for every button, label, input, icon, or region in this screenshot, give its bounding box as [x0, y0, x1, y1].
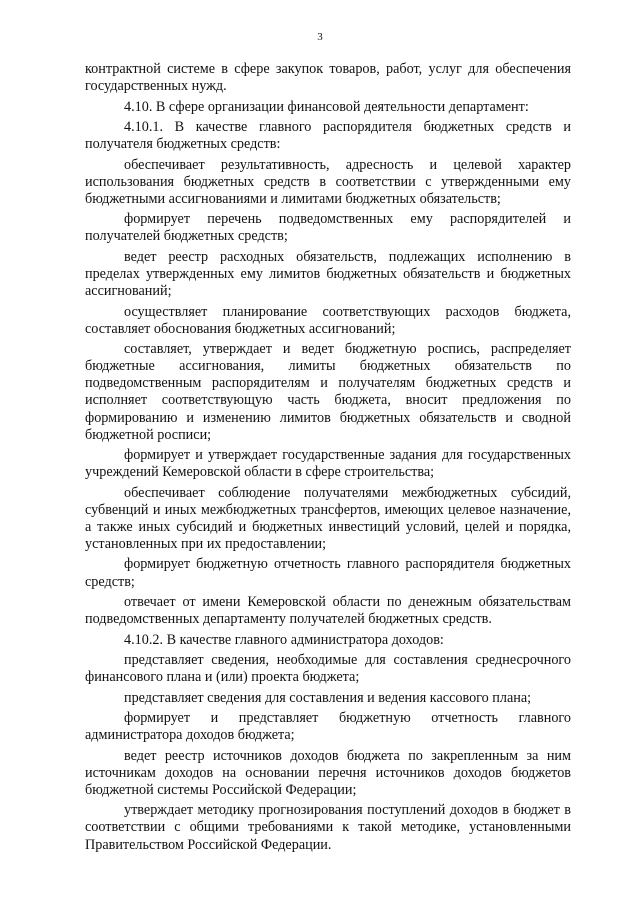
list-item: представляет сведения, необходимые для составления среднесрочного финансового плана и (или) проекта бюджета; [85, 652, 571, 686]
subsection-heading-4-10-1: 4.10.1. В качестве главного распорядителя бюджетных средств и получателя бюджетных средств: [85, 119, 571, 153]
subsection-heading-4-10-2: 4.10.2. В качестве главного администратора доходов: [124, 631, 444, 648]
list-item: отвечает от имени Кемеровской области по денежным обязательствам подведомственных департаменту получателей бюджетных средств. [85, 594, 571, 628]
list-item: ведет реестр расходных обязательств, подлежащих исполнению в пределах утвержденных ему лимитов бюджетных обязательств и бюджетных ассигнований; [85, 248, 571, 300]
list-item: формирует перечень подведомственных ему распорядителей и получателей бюджетных средств; [85, 211, 571, 245]
list-item: осуществляет планирование соответствующих расходов бюджета, составляет обоснования бюджетных ассигнований; [85, 303, 571, 337]
section-heading-4-10: 4.10. В сфере организации финансовой деятельности департамент: [124, 98, 529, 115]
paragraph-continuation: контрактной системе в сфере закупок товаров, работ, услуг для обеспечения государственных нужд. [85, 61, 571, 95]
list-item: обеспечивает результативность, адресность и целевой характер использования бюджетных средств в соответствии с утвержденными ему бюджетными ассигнованиями и лимитами бюджетных обязательств; [85, 156, 571, 207]
list-item: представляет сведения для составления и ведения кассового плана; [124, 689, 532, 706]
list-item: ведет реестр источников доходов бюджета по закрепленным за ним источникам доходов на основании перечня источников доходов бюджетов бюджетной системы Российской Федерации; [85, 747, 571, 798]
list-item: утверждает методику прогнозирования поступлений доходов в бюджет в соответствии с общими требованиями к такой методике, установленными Правительством Российской Федерации. [85, 802, 571, 853]
document-body [85, 61, 571, 854]
list-item: формирует и представляет бюджетную отчетность главного администратора доходов бюджета; [85, 710, 571, 744]
page-number: 3 [317, 31, 323, 43]
list-item: формирует и утверждает государственные задания для государственных учреждений Кемеровской области в сфере строительства; [85, 447, 571, 481]
list-item: составляет, утверждает и ведет бюджетную роспись, распределяет бюджетные ассигнования, лимиты бюджетных обязательств по подведомственным распорядителям и получателям бюджетных средств и исполняет соответствующую часть бюджета, вносит предложения по формированию и изменению лимитов бюджетных обязательств и сводной бюджетной росписи; [85, 341, 571, 443]
list-item: обеспечивает соблюдение получателями межбюджетных субсидий, субвенций и иных межбюджетных трансфертов, имеющих целевое назначение, а также иных субсидий и бюджетных инвестиций условий, целей и порядка, установленных при их предоставлении; [85, 484, 571, 552]
list-item: формирует бюджетную отчетность главного распорядителя бюджетных средств; [85, 556, 571, 590]
